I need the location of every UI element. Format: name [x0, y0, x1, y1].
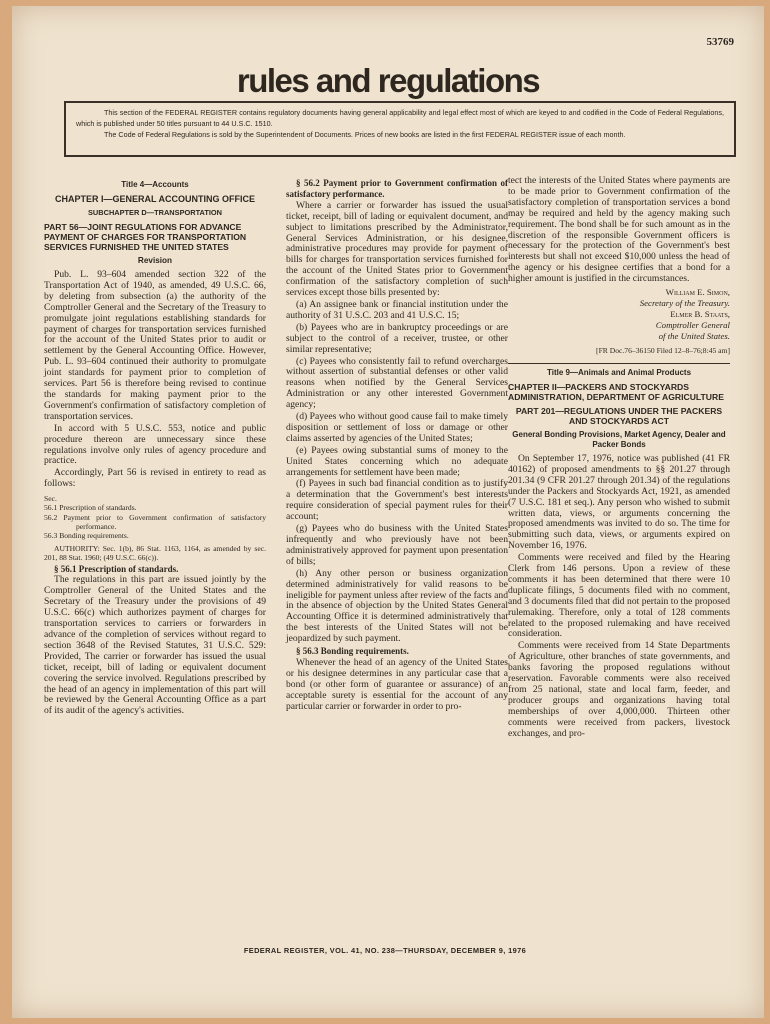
subject-heading: General Bonding Provisions, Market Agency, Dealer and Packer Bonds [512, 429, 726, 449]
paragraph: Where a carrier or forwarder has issued the usual ticket, receipt, bill of lading or equivalent document, and subject to limitations prescribed by the Administrator, General Services Administration, or his designee, administrative procedures may provide for payment of bills for charges for transportation services furnished for the account of the United States prior to Government confirmation of the satisfactory completion of such services except those bills presented by: [286, 199, 508, 299]
signature-block [508, 287, 730, 342]
column-2 [286, 176, 508, 714]
list-item: (b) Payees who are in bankruptcy proceedings or are subject to the control of a receiver, trustee, or other similar representative; [286, 321, 508, 355]
paragraph: Comments were received from 14 State Departments of Agriculture, other branches of state governments, and banks favoring the proposed regulations without reservation. Favorable comments were also received from 25 national, state and local farm, feeder, and producer groups and organizations having total memberships of over 4,000,000. Thirteen other comments were received from packers, livestock exchanges, and pro- [508, 640, 730, 739]
title-heading: Title 9—Animals and Animal Products [546, 367, 692, 377]
section-heading: § 56.3 Bonding requirements. [296, 646, 409, 657]
page-footer: FEDERAL REGISTER, VOL. 41, NO. 238—THURSDAY, DECEMBER 9, 1976 [243, 946, 527, 955]
paragraph: tect the interests of the United States where payments are to be made prior to Government confirmation of the satisfactory completion of transportation services a bond may be required and held by the agency making such requirement. The bond shall be for such amount as in the discretion of the responsible Government officers is necessary for the protection of the Government's best interests but shall not exceed $10,000 unless the head of the agency or his designee certifies that a bond for a higher amount is justified in the circumstances. [508, 175, 730, 285]
notice-paragraph-1: This section of the FEDERAL REGISTER contains regulatory documents having general applicability and legal effect most of which are keyed to and codified in the Code of Federal Regulations, which is published under 50 titles pursuant to 44 U.S.C. 1510. [76, 108, 724, 128]
paragraph: Comments were received and filed by the Hearing Clerk from 146 persons. Upon a review of these comments it has been determined that there were 10 duplicate filings, 5 documents filed with no comment, and 3 documents filed that did not pertain to the proposed rulemaking. Therefore, only a total of 128 comments related to the proposed rulemaking and have received consideration. [508, 552, 730, 640]
subchapter-heading: SUBCHAPTER D—TRANSPORTATION [88, 208, 222, 217]
title-heading: Title 4—Accounts [121, 180, 189, 189]
paragraph: Accordingly, Part 56 is revised in entirety to read as follows: [44, 467, 266, 490]
signer-title: of the United States. [658, 331, 730, 342]
paragraph: Pub. L. 93–604 amended section 322 of the Transportation Act of 1940, as amended, 49 U.S.C. 66, by deleting from subsection (a) the authority of the Comptroller General and the Secretary of the Treasury to promulgate joint regulations establishing standards for payment of charges for transportation services furnished for the account of the United States prior to audit or settlement by the General Accounting Office. However, Pub. L. 93–604 continued their authority to promulgate joint standards for payment prior to completion of services. Part 56 is therefore being revised to continue the standards for making payment prior to the Government's confirmation of satisfactory completion of transportation services. [44, 269, 266, 422]
part-heading: PART 56—JOINT REGULATIONS FOR ADVANCE PAYMENT OF CHARGES FOR TRANSPORTATION SERVICES FURNISHED THE UNITED STATES [44, 222, 247, 252]
paragraph: Whenever the head of an agency of the United States or his designee determines in any particular case that a bond (or other form of guarantee or assurance) of an acceptable surety is essential for the account of any particular carrier or forwarder in order to pro- [286, 656, 508, 712]
section-table-of-contents [44, 494, 266, 540]
list-item: (c) Payees who consistently fail to refund overcharges without assertion of substantial defenses or other valid reasons when notified by the General Services Administration or any other interested Government agency; [286, 355, 508, 411]
notice-paragraph-2: The Code of Federal Regulations is sold by the Superintendent of Documents. Prices of new books are listed in the first FEDERAL REGISTER issue of each month. [104, 130, 626, 139]
chapter-heading: CHAPTER II—PACKERS AND STOCKYARDS ADMINISTRATION, DEPARTMENT OF AGRICULTURE [508, 381, 724, 402]
part-heading: PART 201—REGULATIONS UNDER THE PACKERS AND STOCKYARDS ACT [515, 405, 723, 426]
list-item: (f) Payees in such bad financial condition as to justify a determination that the Government's best interests require consideration of special payment rules for their account; [286, 478, 508, 523]
toc-heading: Sec. [44, 494, 57, 504]
toc-item: 56.1 Prescription of standards. [44, 503, 137, 513]
paragraph: In accord with 5 U.S.C. 553, notice and public procedure thereon are unnecessary since these regulations involve only rules of agency procedure and practice. [44, 422, 266, 467]
toc-item: 56.2 Payment prior to Government confirmation of satisfactory performance. [44, 512, 266, 531]
page-number: 53769 [706, 36, 734, 48]
list-item: (h) Any other person or business organization determined administratively for valid reasons to be ineligible for payment unless after review of the facts and in the absence of objection by the United States General Accounting Office it is determined administratively that the best interests of the United States will not be jeopardized by such payment. [286, 567, 508, 645]
paragraph: On September 17, 1976, notice was published (41 FR 40162) of proposed amendments to §§ 201.27 through 201.34 (9 CFR 201.27 through 201.34) of the regulations under the Packers and Stockyards Act, 1921, as amended (7 U.S.C. 181 et seq.). Any person who wished to submit written data, views, or arguments concerning the proposed amendments was invited to do so. The time for submitting such data, views, or arguments expired on November 16, 1976. [508, 452, 730, 552]
signer-name: Elmer B. Staats, [670, 309, 730, 320]
list-item: (g) Payees who do business with the United States infrequently and who previously have not been administratively approved for payment upon presentation of bills; [286, 523, 508, 567]
list-item: (d) Payees who without good cause fail to make timely disposition or settlement of loss or damage or other claims asserted by agencies of the United States; [286, 411, 508, 444]
section-masthead: rules and regulations [236, 62, 540, 99]
divider [508, 363, 730, 364]
section-heading: § 56.2 Payment prior to Government confirmation of satisfactory performance. [286, 178, 508, 199]
fr-doc-citation: [FR Doc.76–36150 Filed 12–8–76;8:45 am] [596, 346, 730, 356]
chapter-heading: CHAPTER I—GENERAL ACCOUNTING OFFICE [54, 194, 255, 204]
section-notice-box [64, 101, 736, 157]
signer-title: Comptroller General [655, 320, 730, 331]
list-item: (e) Payees owing substantial sums of money to the United States concerning which no adequate arrangements for settlement have been made; [286, 444, 508, 478]
toc-item: 56.3 Bonding requirements. [44, 530, 129, 540]
paragraph: The regulations in this part are issued jointly by the Comptroller General of the United States and the Secretary of the Treasury under the provisions of 49 U.S.C. 66(c) which authorizes payment of charges for transportation services to carriers or forwarders in advance of the completion of services without regard to section 3648 of the Revised Statutes, 31 U.S.C. 529: Provided, The carrier or forwarder has issued the usual ticket, receipt, bill of lading or equivalent document covering the service involved. Regulations prescribed by the head of an agency in implementation of this part will be reviewed by the General Accounting Office as a part of its audit of the agency's activities. [44, 574, 266, 717]
column-3 [508, 176, 730, 741]
signer-title: Secretary of the Treasury. [639, 298, 730, 309]
revision-heading: Revision [137, 256, 173, 265]
list-item: (a) An assignee bank or financial institution under the authority of 31 U.S.C. 203 and 41 U.S.C. 15; [286, 298, 508, 321]
signer-name: William E. Simon, [665, 287, 730, 298]
authority-citation: AUTHORITY: Sec. 1(b), 86 Stat. 1163, 1164, as amended by sec. 201, 88 Stat. 1960; (49 U.S.C. 66(c)). [44, 544, 266, 563]
section-heading: § 56.1 Prescription of standards. [54, 563, 179, 574]
column-1 [44, 176, 266, 718]
